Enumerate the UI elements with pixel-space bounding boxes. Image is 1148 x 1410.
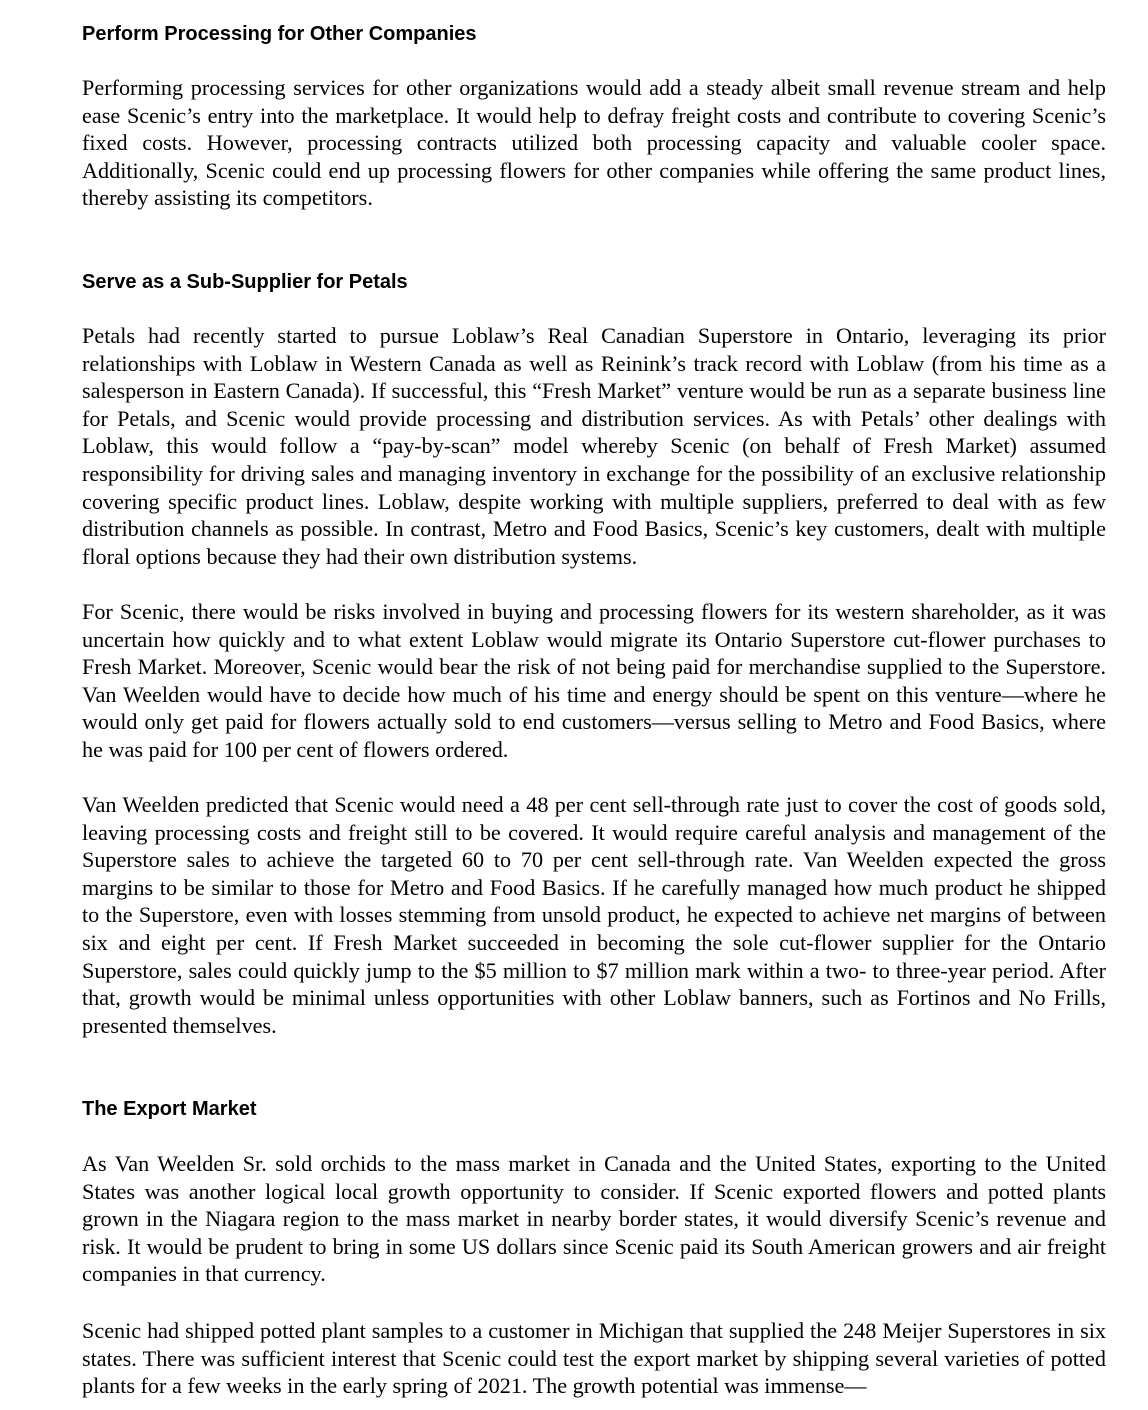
- section-heading-sub-supplier: Serve as a Sub-Supplier for Petals: [82, 271, 408, 293]
- paragraph-sub-supplier-1: Petals had recently started to pursue Loblaw’s Real Canadian Superstore in Ontario, leveraging its prior relationships with Loblaw in Western Canada as well as Reinink’s track record with Loblaw (from his time as a salesperson in Eastern Canada). If successful, this “Fresh Market” venture would be run as a separate business line for Petals, and Scenic would provide processing and distribution services. As with Petals’ other dealings with Loblaw, this would follow a “pay-by-scan” model whereby Scenic (on behalf of Fresh Market) assumed responsibility for driving sales and managing inventory in exchange for the possibility of an exclusive relationship covering specific product lines. Loblaw, despite working with multiple suppliers, preferred to deal with as few distribution channels as possible. In contrast, Metro and Food Basics, Scenic’s key customers, dealt with multiple floral options because they had their own distribution systems.: [82, 323, 1106, 569]
- paragraph-sub-supplier-3: Van Weelden predicted that Scenic would need a 48 per cent sell-through rate just to cover the cost of goods sold, leaving processing costs and freight still to be covered. It would require careful analysis and management of the Superstore sales to achieve the targeted 60 to 70 per cent sell-through rate. Van Weelden expected the gross margins to be similar to those for Metro and Food Basics. If he carefully managed how much product he shipped to the Superstore, even with losses stemming from unsold product, he expected to achieve net margins of between six and eight per cent. If Fresh Market succeeded in becoming the sole cut-flower supplier for the Ontario Superstore, sales could quickly jump to the $5 million to $7 million mark within a two- to three-year period. After that, growth would be minimal unless opportunities with other Loblaw banners, such as Fortinos and No Frills, presented themselves.: [82, 792, 1106, 1038]
- paragraph-export-1: As Van Weelden Sr. sold orchids to the mass market in Canada and the United States, exporting to the United States was another logical local growth opportunity to consider. If Scenic exported flowers and potted plants grown in the Niagara region to the mass market in nearby border states, it would diversify Scenic’s revenue and risk. It would be prudent to bring in some US dollars since Scenic paid its South American growers and air freight companies in that currency.: [82, 1151, 1106, 1287]
- paragraph-export-2: Scenic had shipped potted plant samples to a customer in Michigan that supplied the 248 Meijer Superstores in six states. There was sufficient interest that Scenic could test the export market by shipping several varieties of potted plants for a few weeks in the early spring of 2021. The growth potential was immense—: [82, 1318, 1106, 1399]
- paragraph-processing: Performing processing services for other organizations would add a steady albeit small revenue stream and help ease Scenic’s entry into the marketplace. It would help to defray freight costs and contribute to covering Scenic’s fixed costs. However, processing contracts utilized both processing capacity and valuable cooler space. Additionally, Scenic could end up processing flowers for other companies while offering the same product lines, thereby assisting its competitors.: [82, 75, 1106, 211]
- paragraph-sub-supplier-2: For Scenic, there would be risks involved in buying and processing flowers for its western shareholder, as it was uncertain how quickly and to what extent Loblaw would migrate its Ontario Superstore cut-flower purchases to Fresh Market. Moreover, Scenic would bear the risk of not being paid for merchandise supplied to the Superstore. Van Weelden would have to decide how much of his time and energy should be spent on this venture—where he would only get paid for flowers actually sold to end customers—versus selling to Metro and Food Basics, where he was paid for 100 per cent of flowers ordered.: [82, 599, 1106, 762]
- section-heading-processing: Perform Processing for Other Companies: [82, 23, 477, 45]
- section-heading-export: The Export Market: [82, 1098, 257, 1120]
